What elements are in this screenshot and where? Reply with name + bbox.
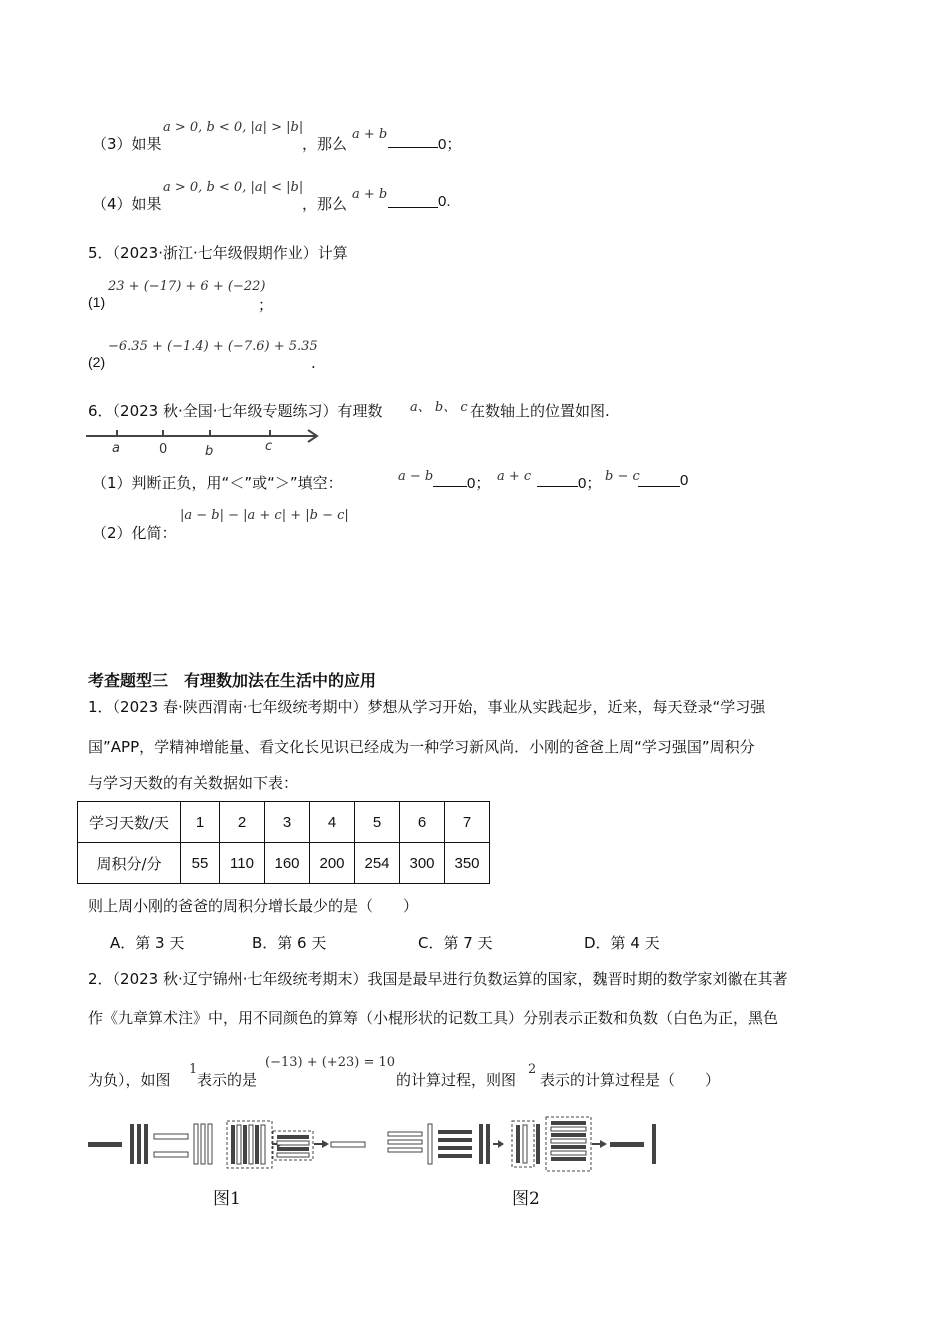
table-cell: 110 [220,843,265,884]
q3-end: 0； [438,136,462,153]
q3-condition: a > 0, b < 0, |a| > |b| [163,120,304,135]
table-cell: 55 [181,843,220,884]
q4-expr: a + b [352,187,388,202]
q3-prefix: （3）如果 [92,135,162,153]
p2-line3-c: 的计算过程，则图 [396,1071,517,1089]
table-cell: 1 [181,802,220,843]
section-title: 考查题型三 有理数加法在生活中的应用 [88,671,377,690]
table-cell: 4 [310,802,355,843]
q6-1-blank3[interactable] [638,472,680,487]
table-cell: 3 [265,802,310,843]
q5-1-label: (1) [88,294,106,310]
table-cell: 254 [355,843,400,884]
figure-2-counting-rods [386,1115,666,1173]
q5-title: 5．（2023·浙江·七年级假期作业）计算 [88,244,348,262]
p1-option-c[interactable]: C．第 7 天 [418,934,493,952]
table-cell: 300 [400,843,445,884]
q6-1-blank1[interactable] [433,472,467,487]
figure-1-label: 图1 [213,1189,241,1209]
q6-vars: a、 b、 c [410,400,468,415]
table-cell: 160 [265,843,310,884]
q6-1-expr2: a + c [497,469,532,484]
p2-fig2-num: 2 [528,1062,537,1077]
p1-option-a[interactable]: A．第 3 天 [110,934,185,952]
q6-1-prefix: （1）判断正负，用“＜”或“＞”填空： [92,474,343,492]
q4-condition: a > 0, b < 0, |a| < |b| [163,180,304,195]
p1-question: 则上周小刚的爸爸的周积分增长最少的是（ ） [88,897,419,915]
q6-1-sep2: 0； [578,475,602,492]
q4-answer-blank[interactable] [388,193,438,208]
table-row-scores [78,843,490,884]
q6-1-blank2[interactable] [537,472,578,487]
p2-line1: 2．（2023 秋·辽宁锦州·七年级统考期末）我国是最早进行负数运算的国家，魏晋时期的数学家刘徽在其著 [88,970,788,988]
q4-end: 0. [438,193,451,210]
p2-line3-expr: (−13) + (+23) = 10 [265,1055,396,1070]
p2-fig1-num: 1 [189,1062,198,1077]
q4-prefix: （4）如果 [92,195,162,213]
q3-line [92,133,162,154]
figure-2-label: 图2 [512,1189,540,1209]
q6-1-sep1: 0； [467,475,491,492]
q6-1-sep3: 0 [680,472,689,489]
q3-mid: ，那么 [302,135,348,153]
p2-line3-b: 表示的是 [197,1071,258,1089]
q6-title-a: 6．（2023 秋·全国·七年级专题练习）有理数 [88,402,383,420]
q3-answer-blank[interactable] [388,133,438,148]
q6-title-b: 在数轴上的位置如图. [470,402,610,420]
q4-mid: ，那么 [302,195,348,213]
p2-line2: 作《九章算术注》中，用不同颜色的算筹（小棍形状的记数工具）分别表示正数和负数（白色为正，黑色 [88,1009,779,1027]
p1-line3: 与学习天数的有关数据如下表： [88,774,299,792]
p2-line3-a: 为负），如图 [88,1071,171,1089]
q5-1-end: ； [258,296,274,314]
figure-1-counting-rods [88,1120,378,1170]
label-c: c [265,439,273,454]
score-table [77,801,490,884]
q6-1-expr3: b − c [605,469,640,484]
label-a: a [112,441,120,456]
q5-1-expr: 23 + (−17) + 6 + (−22) [108,279,266,294]
table-cell: 5 [355,802,400,843]
p2-line3-d: 表示的计算过程是（ ） [540,1071,721,1089]
q6-1-expr1: a − b [398,469,434,484]
q5-2-label: (2) [88,354,106,370]
table-cell: 7 [445,802,490,843]
table-cell: 350 [445,843,490,884]
label-b: b [205,444,214,459]
table-cell: 6 [400,802,445,843]
q3-expr: a + b [352,127,388,142]
table-header-scores: 周积分/分 [78,843,181,884]
table-row-days [78,802,490,843]
number-line [84,426,324,460]
q6-2-expr: |a − b| − |a + c| + |b − c| [180,508,349,523]
table-header-days: 学习天数/天 [78,802,181,843]
label-zero: 0 [159,442,168,457]
p1-line2: 国”APP，学精神增能量、看文化长见识已经成为一种学习新风尚．小刚的爸爸上周“学习强国”周积分 [88,738,755,756]
q5-2-end: . [311,354,316,372]
q6-2-prefix: （2）化简： [92,524,177,542]
q5-2-expr: −6.35 + (−1.4) + (−7.6) + 5.35 [108,339,318,354]
p1-line1: 1．（2023 春·陕西渭南·七年级统考期中）梦想从学习开始，事业从实践起步，近来，每天登录“学习强 [88,698,766,716]
table-cell: 200 [310,843,355,884]
p1-option-d[interactable]: D．第 4 天 [584,934,660,952]
table-cell: 2 [220,802,265,843]
p1-option-b[interactable]: B．第 6 天 [252,934,327,952]
